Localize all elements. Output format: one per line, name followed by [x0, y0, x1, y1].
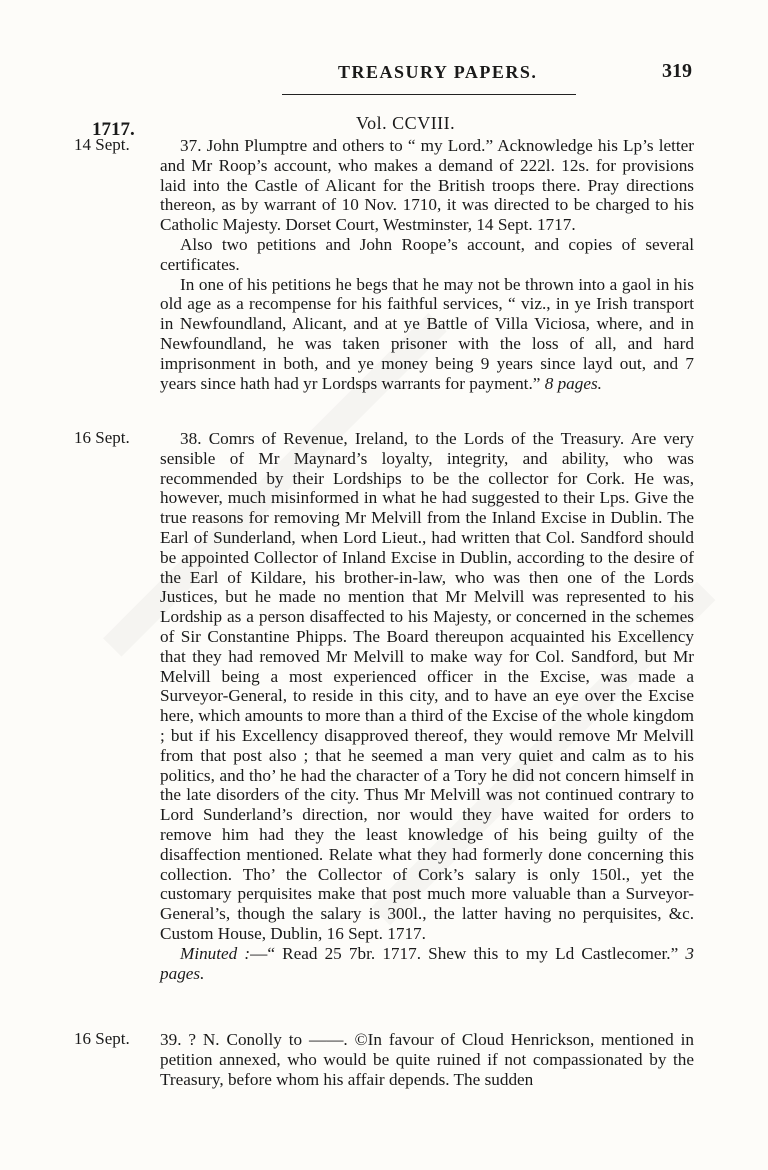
page-header	[328, 52, 696, 92]
entry-paragraph: Also two petitions and John Roope’s account, and copies of several certificates.	[160, 234, 694, 274]
entry-38	[160, 429, 694, 983]
entry-paragraph: 39. ? N. Conolly to ——. ©In favour of Cloud Henrickson, mentioned in petition annexed, who would be quite ruined if not compassionated by the Treasury, before whom his affair depends. The sudden	[160, 1030, 694, 1089]
year-marginal: 1717.	[92, 119, 135, 140]
minuted-label: Minuted :	[180, 943, 251, 963]
header-rule	[282, 94, 576, 95]
entry-paragraph: 38. Comrs of Revenue, Ireland, to the Lords of the Treasury. Are very sensible of Mr Maynard’s loyalty, integrity, and ability, who was recommended by their Lordships to be the collector for Cork. He was, however, much misinformed in what he had suggested to their Lps. Give the true reasons for removing Mr Melvill from the Inland Excise in Dublin. The Earl of Sunderland, when Lord Lieut., had written that Col. Sandford should be appointed Collector of Inland Excise in Dublin, according to the desire of the Earl of Kildare, his brother-in-law, who was then one of the Lords Justices, but he made no mention that Mr Melvill was represented to his Lordship as a person disaffected to his Majesty, or concerned in the schemes of Sir Constantine Phipps. The Board thereupon acquainted his Excellency that they had removed Mr Melvill to make way for Col. Sandford, but Mr Melvill being a most experienced officer in the Excise, was made a Surveyor-General, to reside in this city, and to have an eye over the Excise here, which amounts to more than a third of the Excise of the whole kingdom ; but if his Excellency disapproved thereof, they would remove Mr Melvill from that post also ; that he seemed a man very quiet and calm as to his politics, and tho’ he had the character of a Tory he did not concern himself in the late disorders of the city. Thus Mr Melvill was not continued contrary to Lord Sunderland’s direction, nor would they have waited for orders to remove him had they the least knowledge of his being guilty of the disaffection mentioned. Relate what they had formerly done concerning this collection. Tho’ the Collector of Cork’s salary is only 150l., yet the customary perquisites make that post much more valuable than a Surveyor-General’s, though the salary is 300l., the latter having no perquisites, &c. Custom House, Dublin, 16 Sept. 1717.	[160, 429, 694, 943]
page-number: 319	[662, 60, 692, 82]
entry-date: 16 Sept.	[74, 428, 130, 447]
entry-39	[160, 1030, 694, 1089]
minuted-note	[160, 944, 694, 984]
entry-paragraph-text: In one of his petitions he begs that he may not be thrown into a gaol in his old age as a recompense for his faithful services, “ viz., in ye Irish transport in Newfoundland, Alicant, and at ye Battle of Villa Viciosa, where, and in Newfoundland, he was taken prisoner with the loss of all, and hard imprisonment in both, and ye money being 9 years since layd out, and 7 years since hath had yr Lordsps warrants for payment.”	[160, 274, 694, 393]
entry-date: 16 Sept.	[74, 1029, 130, 1048]
volume-heading: Vol. CCVIII.	[356, 113, 456, 133]
entry-paragraph	[160, 275, 694, 394]
entry-37	[160, 136, 694, 393]
running-title: TREASURY PAPERS.	[338, 62, 538, 82]
pages-note: 8 pages.	[544, 373, 602, 393]
entry-paragraph: 37. John Plumptre and others to “ my Lord.” Acknowledge his Lp’s letter and Mr Roop’s account, who makes a demand of 222l. 12s. for provisions laid into the Castle of Alicant for the British troops there. Pray directions thereon, as by warrant of 10 Nov. 1710, it was directed to be charged to his Catholic Majesty. Dorset Court, Westminster, 14 Sept. 1717.	[160, 136, 694, 235]
pages-note: 3 pages.	[160, 943, 694, 983]
minuted-text: —“ Read 25 7br. 1717. Shew this to my Ld Castlecomer.”	[250, 943, 679, 963]
entry-date: 14 Sept.	[74, 135, 130, 154]
